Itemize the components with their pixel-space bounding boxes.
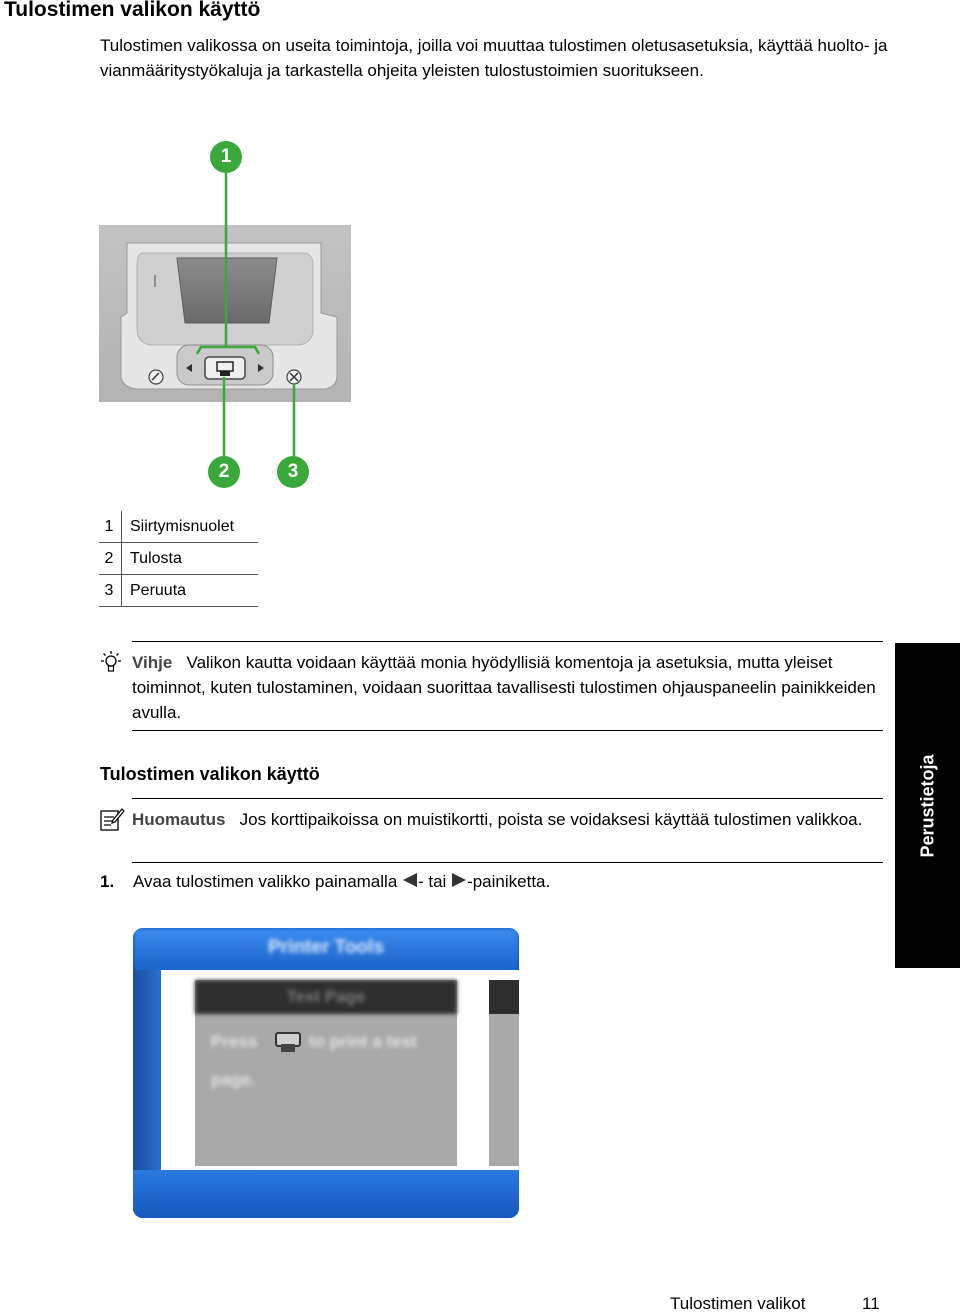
screen-menu-item-label: Test Page bbox=[286, 987, 366, 1006]
legend-row bbox=[99, 511, 258, 543]
step-text-mid: - tai bbox=[418, 872, 452, 891]
step-text-after: -painiketta. bbox=[467, 872, 551, 891]
note-label: Huomautus bbox=[132, 810, 226, 829]
right-arrow-icon bbox=[451, 870, 467, 895]
callout-lines bbox=[0, 0, 960, 520]
note-top-rule bbox=[132, 798, 883, 799]
tip-text bbox=[132, 650, 892, 725]
print-icon bbox=[273, 1030, 303, 1054]
screen-title-bar bbox=[133, 928, 519, 970]
callout-1: 1 bbox=[210, 141, 242, 173]
legend-number: 3 bbox=[99, 575, 122, 607]
screen-body-line1b: to print a test bbox=[309, 1032, 417, 1051]
legend-label: Siirtymisnuolet bbox=[122, 511, 259, 543]
page-title: Tulostimen valikon käyttö bbox=[4, 0, 261, 21]
step-text-before: Avaa tulostimen valikko painamalla bbox=[133, 872, 402, 891]
note-text bbox=[132, 807, 892, 832]
screen-next-item bbox=[489, 980, 519, 1014]
screen-title: Printer Tools bbox=[268, 937, 384, 958]
tip-top-rule bbox=[132, 641, 883, 642]
legend-label: Peruuta bbox=[122, 575, 259, 607]
lightbulb-icon bbox=[99, 650, 123, 681]
tip-bottom-rule bbox=[132, 730, 883, 731]
printer-menu-screen bbox=[133, 928, 519, 1218]
footer-section: Tulostimen valikot bbox=[670, 1294, 806, 1313]
legend-number: 2 bbox=[99, 543, 122, 575]
note-body: Jos korttipaikoissa on muistikortti, poista se voidaksesi käyttää tulostimen valikkoa. bbox=[239, 810, 863, 829]
callout-3: 3 bbox=[277, 456, 309, 488]
tip-label: Vihje bbox=[132, 653, 173, 672]
screen-left-strip bbox=[133, 970, 161, 1170]
side-tab-label: Perustietoja bbox=[917, 753, 937, 858]
screen-menu-item bbox=[195, 980, 457, 1014]
screen-body-press: Press bbox=[211, 1032, 258, 1051]
left-arrow-icon bbox=[402, 870, 418, 895]
legend-number: 1 bbox=[99, 511, 122, 543]
note-pencil-icon bbox=[99, 806, 125, 837]
tip-body: Valikon kautta voidaan käyttää monia hyödyllisiä komentoja ja asetuksia, mutta yleiset toiminnot, kuten tulostaminen, voidaan suorittaa tavallisesti tulostimen ohjauspaneelin painikkeiden avulla. bbox=[132, 653, 876, 722]
section-heading: Tulostimen valikon käyttö bbox=[100, 764, 320, 784]
legend-table bbox=[99, 511, 258, 607]
screen-next-box bbox=[489, 1014, 519, 1166]
footer-page-number: 11 bbox=[862, 1294, 880, 1313]
callout-2: 2 bbox=[208, 456, 240, 488]
step-1 bbox=[100, 869, 550, 895]
note-bottom-rule bbox=[132, 862, 883, 863]
screen-body-line2: page. bbox=[211, 1070, 256, 1089]
legend-row bbox=[99, 543, 258, 575]
legend-label: Tulosta bbox=[122, 543, 259, 575]
intro-paragraph: Tulostimen valikossa on useita toimintoja, joilla voi muuttaa tulostimen oletusasetuksia, käyttää huolto- ja vianmääritystyökaluja ja tarkastella ohjeita yleisten tulostustoimien suoritukseen. bbox=[100, 36, 888, 80]
step-number: 1. bbox=[100, 872, 115, 891]
section-side-tab bbox=[895, 643, 960, 968]
legend-row bbox=[99, 575, 258, 607]
screen-bottom-bar bbox=[133, 1170, 519, 1218]
screen-body-line1 bbox=[211, 1032, 257, 1052]
